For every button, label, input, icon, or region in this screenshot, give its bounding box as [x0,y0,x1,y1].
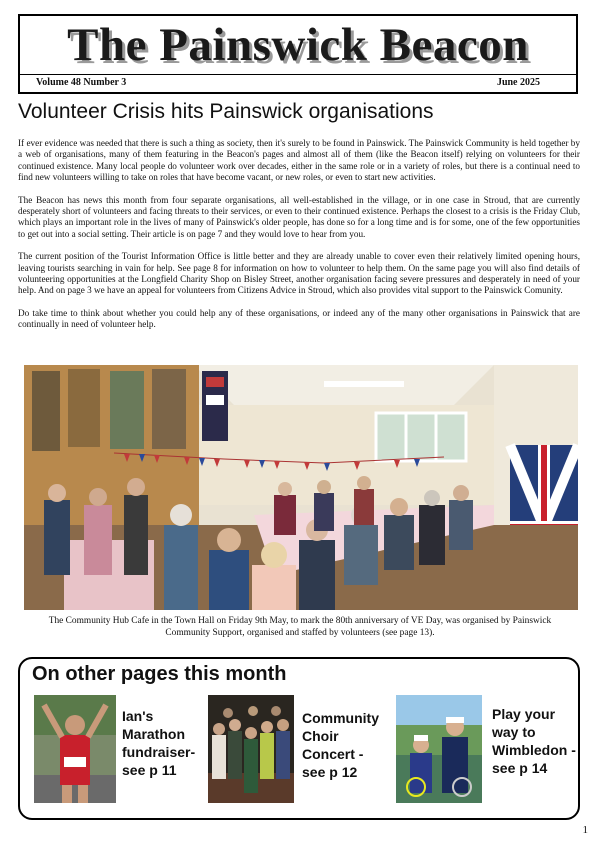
newspaper-title: The Painswick Beacon [67,19,529,71]
photo-caption: The Community Hub Cafe in the Town Hall on Friday 9th May, to mark the 80th anniversary of VE Day, was organised by Painswick Community Support, organised and staffed by volunteers (see page 13). [48,616,552,638]
volume-issue: Volume 48 Number 3 [36,77,127,88]
article-body [18,138,580,342]
other-pages-box [18,657,580,820]
community-hub-cafe-photo [24,365,578,610]
tennis-children-photo [396,695,482,803]
article-paragraph: The current position of the Tourist Information Office is little better and they are already unable to cover even their relatively limited opening hours, leaving tourists searching in vain for help. See page 8 for information on how to volunteer to help them. On the same page you will also find details of volunteering opportunities at the Longfield Charity Shop on Bisley Street, another organisation facing severe pressures and desperately in need of your help. And on page 3 we have an appeal for volunteers from Citizens Advice in Stroud, which also provides vital support to the Painswick Comunity. [18,251,580,296]
article-headline: Volunteer Crisis hits Painswick organisations [18,100,434,123]
article-paragraph: Do take time to think about whether you could help any of these organisations, or indeed any of the many other organisations in Painswick that are continually in need of volunteer help. [18,307,580,330]
page-number: 1 [582,824,588,836]
issue-line [20,75,576,92]
teaser-choir: Community Choir Concert - see p 12 [302,710,379,780]
masthead [18,14,578,94]
article-paragraph: The Beacon has news this month from four separate organisations, all well-established in the village, or in one case in Stroud, that are currently desperately short of volunteers and facing threats to their services, or even to their continued existence. Perhaps the closest to a crisis is the Friday Club, which plays an important role in the lives of many of Painswick's older people, has done so for a long time and is for some, one of the few opportunities to get out into a social setting. Their article is on page 7 and they would love to hear from you. [18,194,580,239]
teaser-tennis: Play your way to Wimbledon - see p 14 [492,706,576,776]
choir-concert-photo [208,695,294,803]
issue-date: June 2025 [496,77,540,88]
other-pages-title: On other pages this month [32,663,287,685]
teaser-marathon: Ian's Marathon fundraiser- see p 11 [122,708,196,778]
marathon-runner-photo [34,695,116,803]
article-paragraph: If ever evidence was needed that there is such a thing as society, then it's surely to be found in Painswick. The Painswick Community is held together by a web of organisations, many of them featuring in the Beacon's pages and almost all of them (like the Beacon itself) relying on volunteers for their continued existence. Many local people do volunteer work over decades, either in the same role or in a variety of roles, but there is a continual need to find new volunteers willing to take on roles that have become vacant, or new roles, or even to start new activities. [18,138,580,183]
